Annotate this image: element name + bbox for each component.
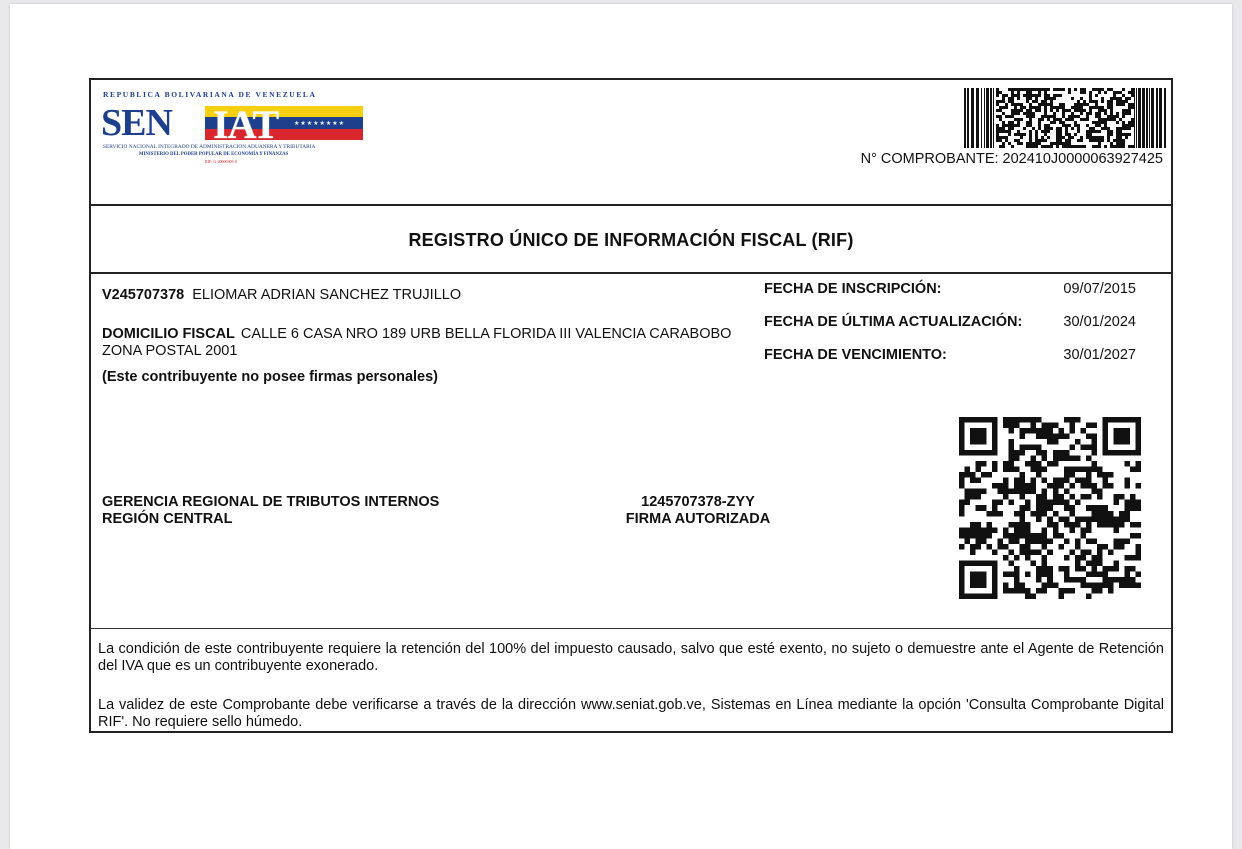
gerencia-line: GERENCIA REGIONAL DE TRIBUTOS INTERNOS [102,494,440,510]
barcode-image [964,88,1166,148]
seniat-logo [101,88,371,168]
qr-code-image [959,417,1141,599]
logo-wordmark-iat: IAT [213,102,279,147]
star-icon: ★★★★★★★★ [294,121,346,127]
fiscal-address-label: DOMICILIO FISCAL [102,326,235,342]
date-label: FECHA DE ÚLTIMA ACTUALIZACIÓN: [764,314,1023,330]
date-label: FECHA DE VENCIMIENTO: [764,347,947,363]
document-page [10,4,1232,849]
validity-notice: La validez de este Comprobante debe verificarse a través de la dirección www.seniat.gob.ve, Sistemas en Línea mediante la opción 'Consulta Comprobante Digital RIF'. No requiere sello húmedo. [98,697,1164,730]
comprobante-label: N° COMPROBANTE: [860,151,999,167]
divider [91,272,1171,274]
taxpayer-name: ELIOMAR ADRIAN SANCHEZ TRUJILLO [192,287,462,303]
date-row-vencimiento [764,347,1144,367]
date-label: FECHA DE INSCRIPCIÓN: [764,281,942,297]
date-row-actualizacion [764,314,1144,334]
signatures-note: (Este contribuyente no posee firmas personales) [102,369,439,385]
comprobante-number [861,151,1163,167]
comprobante-value: 202410J0000063927425 [1002,151,1163,167]
divider [91,204,1171,206]
rif-certificate [89,78,1173,733]
signature-label: FIRMA AUTORIZADA [625,511,771,527]
taxpayer-line [102,287,461,303]
signature-code: 1245707378-ZYY [641,494,755,510]
gerencia-block [102,494,439,528]
region-line: REGIÓN CENTRAL [102,511,233,527]
fiscal-address-value: CALLE 6 CASA NRO 189 URB BELLA FLORIDA III VALENCIA CARABOBO ZONA POSTAL 2001 [102,326,732,359]
document-title: REGISTRO ÚNICO DE INFORMACIÓN FISCAL (RIF) [408,230,854,250]
logo-rif-text: RIF: G-20000303-0 [205,159,237,164]
retention-notice: La condición de este contribuyente requiere la retención del 100% del impuesto causado, salvo que esté exento, no sujeto o demuestre ante el Agente de Retención del IVA que es un contribuyente exonerado. [98,641,1164,674]
fiscal-address [102,326,752,360]
logo-servicio-text: SERVICIO NACIONAL INTEGRADO DE ADMINISTRACION ADUANERA Y TRIBUTARIA [103,144,316,150]
logo-republica-text: REPUBLICA BOLIVARIANA DE VENEZUELA [103,90,317,99]
date-row-inscripcion [764,281,1144,301]
logo-wordmark: SEN [101,102,172,144]
date-value: 30/01/2027 [1063,347,1136,363]
date-value: 30/01/2024 [1063,314,1136,330]
divider [91,628,1171,629]
logo-ministerio-text: MINISTERIO DEL PODER POPULAR DE ECONOMÍA Y FINANZAS [139,152,289,157]
taxpayer-rif: V245707378 [102,287,185,303]
authorized-signature [603,494,793,528]
date-value: 09/07/2015 [1063,281,1136,297]
